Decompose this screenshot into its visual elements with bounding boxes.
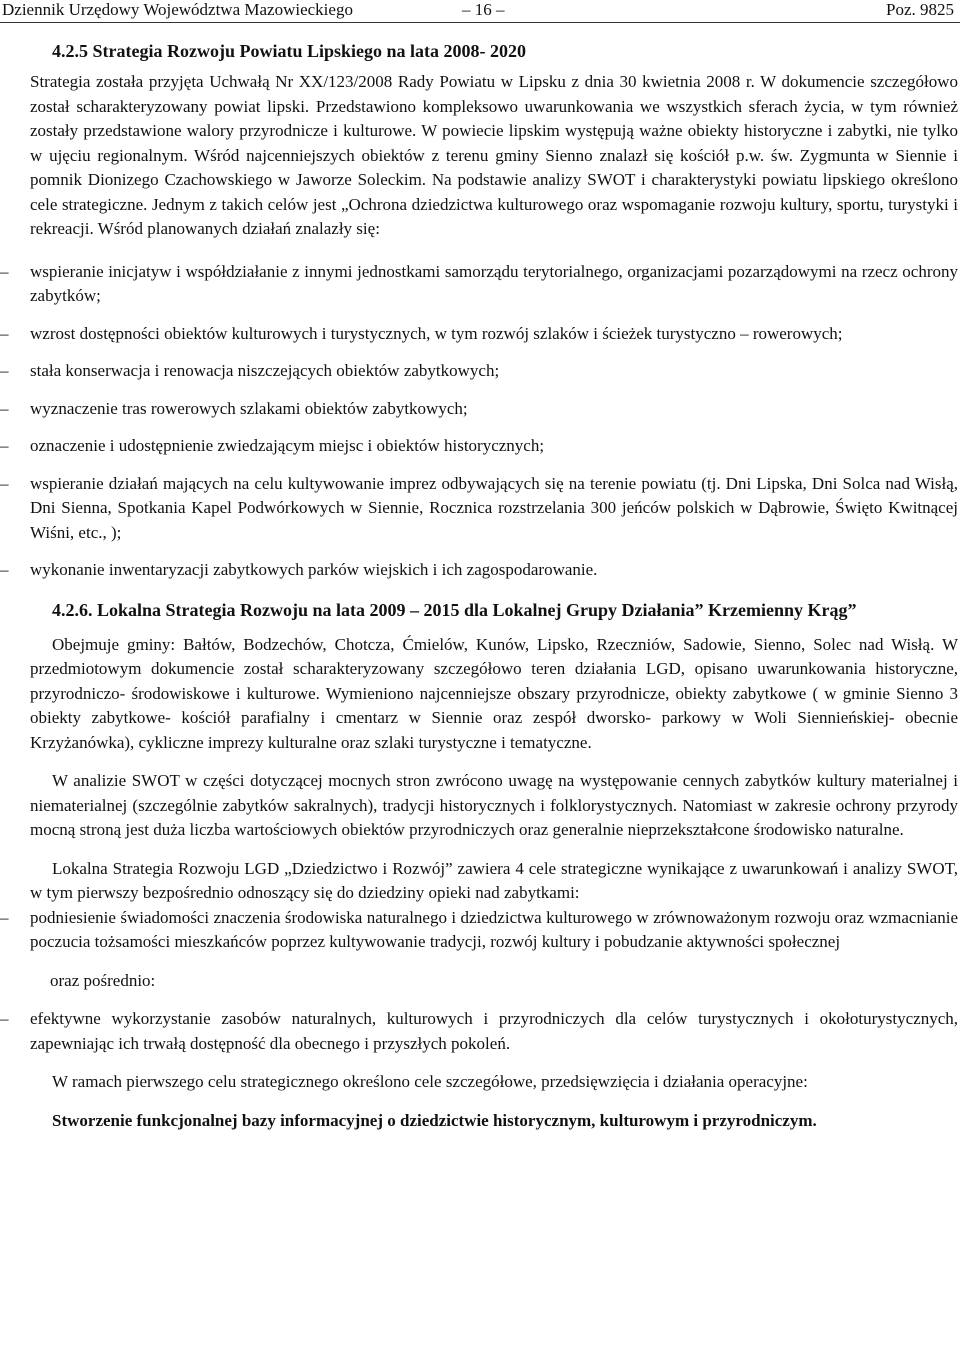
list-item-text: wyznaczenie tras rowerowych szlakami obiektów zabytkowych; [30, 398, 468, 418]
section-4-2-6-bold-paragraph: Stworzenie funkcjonalnej bazy informacyjnej o dziedzictwie historycznym, kulturowym i przyrodniczym. [52, 1110, 817, 1130]
dash-bullet: – [0, 436, 9, 455]
dash-bullet: – [0, 361, 9, 380]
list-item-text: wspieranie inicjatyw i współdziałanie z innymi jednostkami samorządu terytorialnego, organizacjami pozarządowymi na rzecz ochrony zabytków; [30, 261, 958, 305]
list-item [0, 359, 958, 384]
dash-bullet: – [0, 907, 9, 927]
dash-bullet: – [0, 560, 9, 579]
list-item-text: wzrost dostępności obiektów kulturowych i turystycznych, w tym rozwój szlaków i ścieżek turystyczno – rowerowych; [30, 323, 843, 343]
page-number: – 16 – [462, 0, 505, 19]
list-item [0, 906, 958, 955]
section-heading-4-2-5: 4.2.5 Strategia Rozwoju Powiatu Lipskiego na lata 2008- 2020 [52, 41, 526, 61]
indirect-label: oraz pośrednio: [50, 970, 156, 990]
dash-bullet: – [0, 398, 9, 418]
section-4-2-6-paragraph-3: Lokalna Strategia Rozwoju LGD „Dziedzictwo i Rozwój” zawiera 4 cele strategiczne wynikające z uwarunkowań i analizy SWOT, w tym pierwszy bezpośrednio odnoszący się do dziedziny opieki nad zabytkami: [30, 858, 958, 902]
list-item-text: oznaczenie i udostępnienie zwiedzającym miejsc i obiektów historycznych; [30, 436, 545, 455]
list-item-text: wspieranie działań mających na celu kultywowanie imprez odbywających się na terenie powiatu (tj. Dni Lipska, Dni Solca nad Wisłą, Dni Sienna, Spotkania Kapel Podwórkowych w Siennie, Rocznica rozstrzelania 300 jeńców polskich w Dąbrowie, Święto Kwitnącej Wiśni, etc., ); [30, 473, 958, 542]
planned-actions-list [0, 260, 958, 583]
list-item-text: podniesienie świadomości znaczenia środowiska naturalnego i dziedzictwa kulturowego w zrównoważonym rozwoju oraz wzmacnianie poczucia tożsamości mieszkańców poprzez kultywowanie tradycji, rozwój kultury i pobudzanie aktywności społecznej [30, 907, 958, 951]
list-item [0, 558, 958, 583]
list-item-text: efektywne wykorzystanie zasobów naturalnych, kulturowych i przyrodniczych dla celów turystycznych i okołoturystycznych, zapewniając ich trwałą dostępność dla obecnego i przyszłych pokoleń. [30, 1009, 958, 1053]
section-4-2-6-paragraph-2: W analizie SWOT w części dotyczącej mocnych stron zwrócono uwagę na występowanie cennych zabytków kultury materialnej i niematerialnej (szczególnie zabytków sakralnych), tradycji historycznych i folklorystycznych. Natomiast w zakresie ochrony przyrody mocną stroną jest duża liczba wartościowych obiektów przyrodniczych oraz generalnie nieprzekształcone środowisko naturalne. [30, 771, 958, 839]
list-item [0, 472, 958, 546]
dash-bullet: – [0, 323, 9, 343]
section-4-2-6-paragraph-1: Obejmuje gminy: Bałtów, Bodzechów, Chotcza, Ćmielów, Kunów, Lipsko, Rzeczniów, Sadowie, Sienno, Solec nad Wisłą. W przedmiotowym dokumencie został scharakteryzowany szczegółowo teren działania LGD, opisano uwarunkowania historyczne, przyrodniczo- środowiskowe i kulturowe. Wymieniono najcenniejsze obszary przyrodnicze, obiekty zabytkowe ( w gminie Sienno 3 obiekty zabytkowe- kościół parafialny i cmentarz w Siennie oraz zespół dworsko- parkowy w Woli Siennieńskiej- obecnie Krzyżanówka), cykliczne imprezy kulturalne oraz szlaki turystyczne i tematyczne. [30, 634, 958, 752]
indirect-goal-list [0, 1007, 958, 1056]
section-4-2-6-paragraph-4: W ramach pierwszego celu strategicznego określono cele szczegółowe, przedsięwzięcia i działania operacyjne: [52, 1072, 808, 1091]
list-item [0, 322, 958, 347]
list-item [0, 434, 958, 459]
list-item [0, 1007, 958, 1056]
dash-bullet: – [0, 261, 9, 281]
journal-title: Dziennik Urzędowy Województwa Mazowieckiego [2, 0, 353, 19]
dash-bullet: – [0, 1009, 9, 1028]
list-item-text: stała konserwacja i renowacja niszczejących obiektów zabytkowych; [30, 361, 500, 380]
list-item [0, 260, 958, 309]
page-content [0, 38, 958, 1133]
section-4-2-5-paragraph: Strategia została przyjęta Uchwałą Nr XX/123/2008 Rady Powiatu w Lipsku z dnia 30 kwietnia 2008 r. W dokumencie szczegółowo został scharakteryzowany powiat lipski. Przedstawiono kompleksowo uwarunkowania we wszystkich sferach życia, w tym również zostały przedstawione walory przyrodnicze i kulturowe. W powiecie lipskim występują ważne obiekty historyczne i zabytki, nie tylko w ujęciu regionalnym. Wśród najcenniejszych obiektów z terenu gminy Sienno znalazł się kościół p.w. św. Zygmunta w Siennie i pomnik Dionizego Czachowskiego w Jaworze Soleckim. Na podstawie analizy SWOT i charakterystyki powiatu lipskiego określono cele strategiczne. Jednym z takich celów jest „Ochrona dziedzictwa kulturowego oraz wspomaganie rozwoju kultury, sportu, turystyki i rekreacji. Wśród planowanych działań znalazły się: [30, 72, 958, 238]
dash-bullet: – [0, 473, 9, 493]
list-item [0, 397, 958, 422]
position-number: Poz. 9825 [886, 0, 954, 19]
page-header [0, 0, 960, 23]
section-heading-4-2-6: 4.2.6. Lokalna Strategia Rozwoju na lata 2009 – 2015 dla Lokalnej Grupy Działania” Krzemienny Krąg” [52, 599, 857, 620]
list-item-text: wykonanie inwentaryzacji zabytkowych parków wiejskich i ich zagospodarowanie. [30, 560, 598, 579]
strategic-goal-list [0, 906, 958, 955]
